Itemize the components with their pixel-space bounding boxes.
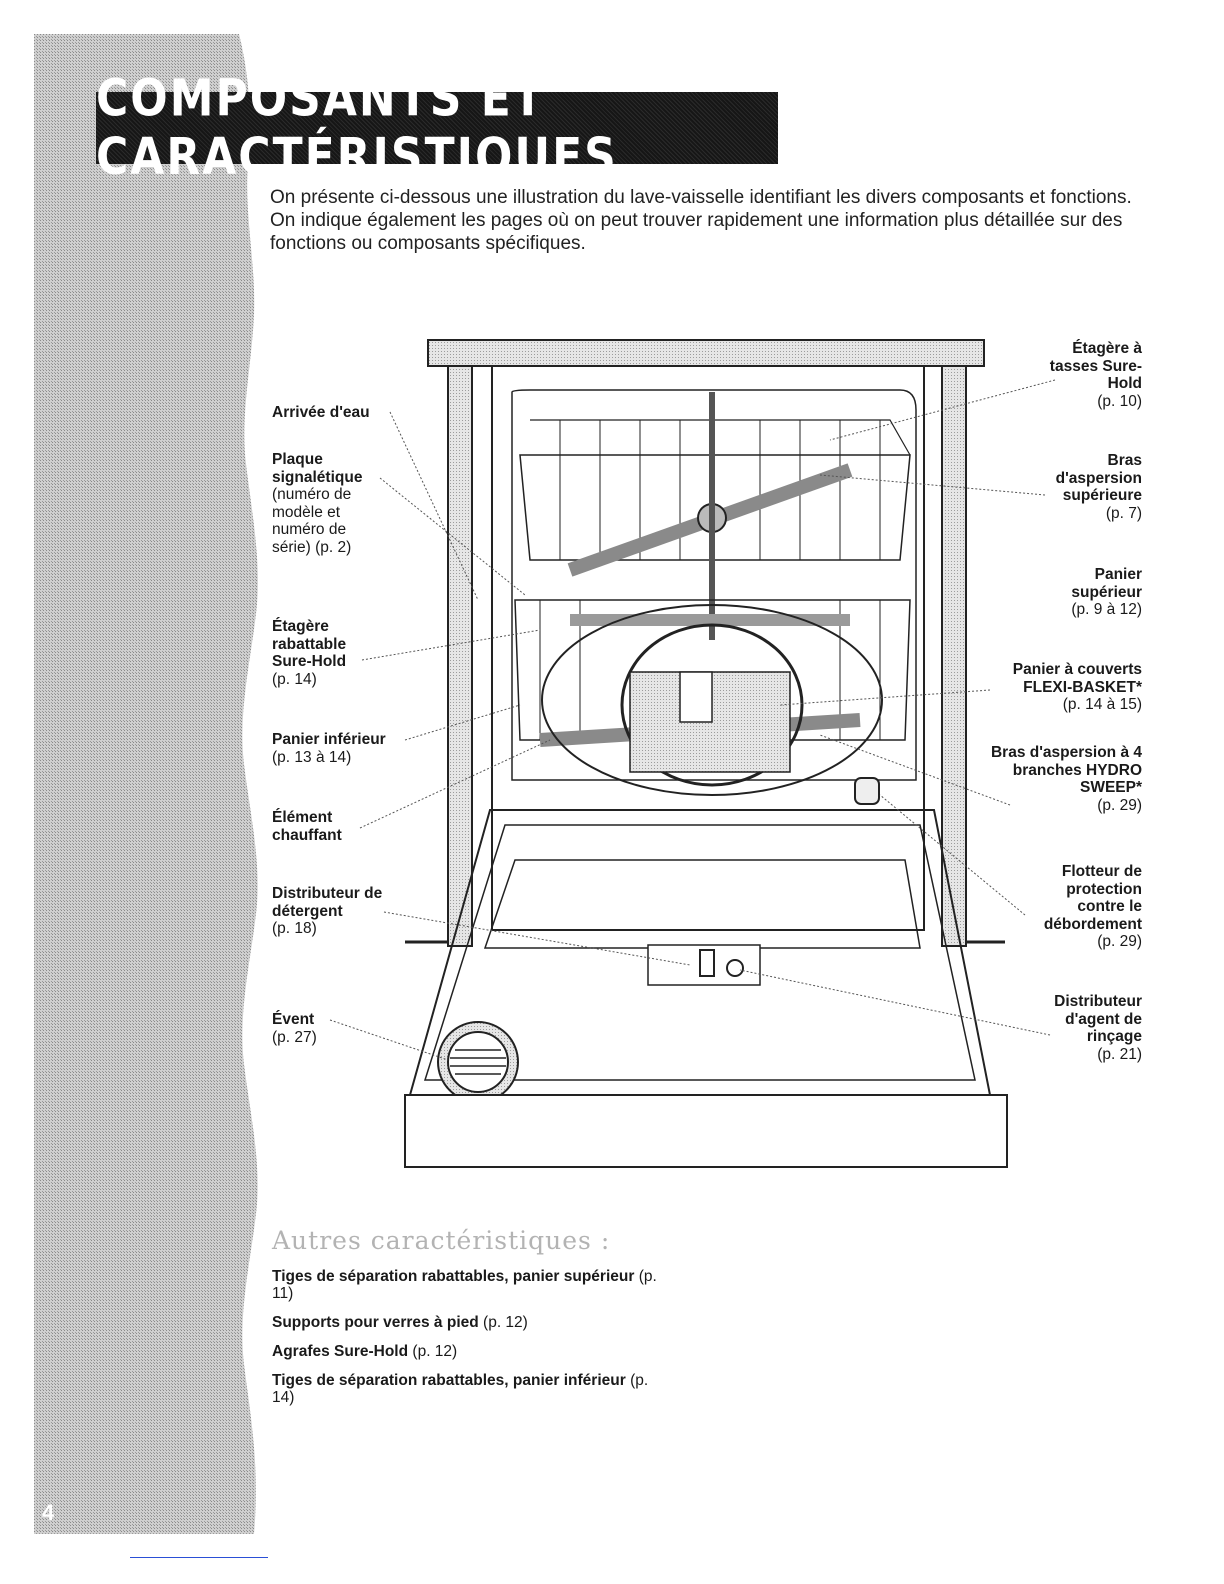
leader-lines: [330, 380, 1055, 1060]
title-banner: [96, 69, 778, 187]
label-vent: [272, 1011, 342, 1046]
item-title: Agrafes Sure-Hold: [272, 1343, 409, 1360]
label-title: Bras d'aspersion à 4 branches HYDRO SWEEP*: [990, 744, 1142, 796]
footer-divider: [130, 1557, 268, 1558]
other-features-title: Autres caractéristiques :: [272, 1226, 611, 1255]
page-number: 4: [42, 1500, 55, 1525]
list-item: [272, 1343, 672, 1360]
label-title: Étagère rabattable Sure-Hold: [272, 618, 347, 670]
label-page: (p. 10): [1097, 392, 1142, 410]
label-page: (p. 13 à 14): [272, 748, 352, 766]
label-fold-down-shelf: [272, 618, 372, 688]
label-title: Élément chauffant: [272, 809, 342, 844]
intro-paragraph: On présente ci-dessous une illustration du lave-vaisselle identifiant les divers composants et fonctions. On indique également les pages où on peut trouver rapidement une information plus détaillée sur des fonctions ou composants spécifiques.: [270, 187, 1132, 254]
label-title: Flotteur de protection contre le débordement: [1043, 863, 1142, 933]
label-cup-shelf: [1040, 340, 1142, 410]
item-title: Tiges de séparation rabattables, panier supérieur: [272, 1268, 635, 1285]
list-item: [272, 1268, 672, 1302]
label-title: Évent: [272, 1011, 315, 1028]
label-page: (p. 7): [1105, 504, 1142, 522]
label-title: Bras d'aspersion supérieure: [1055, 452, 1142, 504]
label-title: Arrivée d'eau: [272, 404, 370, 421]
label-title: Plaque signalétique: [272, 451, 363, 486]
label-page: (p. 9 à 12): [1071, 601, 1142, 618]
list-item: [272, 1314, 672, 1331]
page-title: COMPOSANTS ET CARACTÉRISTIQUES: [96, 69, 618, 187]
list-item: [272, 1372, 672, 1406]
item-page: (p. 11): [272, 1268, 657, 1302]
dishwasher-outline: [405, 340, 1007, 1167]
label-title: Panier supérieur: [1071, 566, 1142, 601]
label-hydro-sweep-arm: [990, 744, 1142, 814]
label-page: (p. 21): [1097, 1045, 1142, 1063]
label-page: (p. 18): [272, 920, 317, 937]
label-lower-rack: [272, 731, 412, 766]
item-page: (p. 14): [272, 1372, 649, 1406]
label-title: Panier à couverts FLEXI-BASKET*: [1012, 661, 1142, 696]
left-decorative-band: [34, 34, 264, 1534]
item-title: Tiges de séparation rabattables, panier inférieur: [272, 1372, 626, 1389]
label-title: Panier inférieur: [272, 731, 386, 748]
label-page: (p. 29): [1097, 933, 1142, 950]
label-upper-rack: [1042, 566, 1142, 619]
label-heating-element: [272, 809, 362, 844]
label-water-inlet: [272, 404, 422, 422]
label-title: Distributeur de détergent: [272, 885, 383, 920]
label-detail: (numéro de modèle et numéro de série) (p. 2): [272, 486, 352, 556]
item-page: (p. 12): [412, 1343, 458, 1360]
label-page: (p. 14): [272, 670, 317, 688]
label-page: (p. 29): [1097, 796, 1142, 814]
label-rating-plate: [272, 451, 382, 556]
other-features-list: [272, 1268, 672, 1418]
label-rinse-aid-dispenser: [1030, 993, 1142, 1063]
label-detergent-dispenser: [272, 885, 392, 938]
label-page: (p. 14 à 15): [1062, 696, 1142, 713]
item-title: Supports pour verres à pied: [272, 1314, 479, 1331]
label-page: (p. 27): [272, 1028, 317, 1046]
label-title: Étagère à tasses Sure-Hold: [1049, 340, 1142, 392]
label-upper-spray-arm: [1030, 452, 1142, 522]
label-flexi-basket: [980, 661, 1142, 714]
label-title: Distributeur d'agent de rinçage: [1054, 993, 1142, 1045]
item-page: (p. 12): [483, 1314, 528, 1331]
label-overfill-float: [1022, 863, 1142, 951]
